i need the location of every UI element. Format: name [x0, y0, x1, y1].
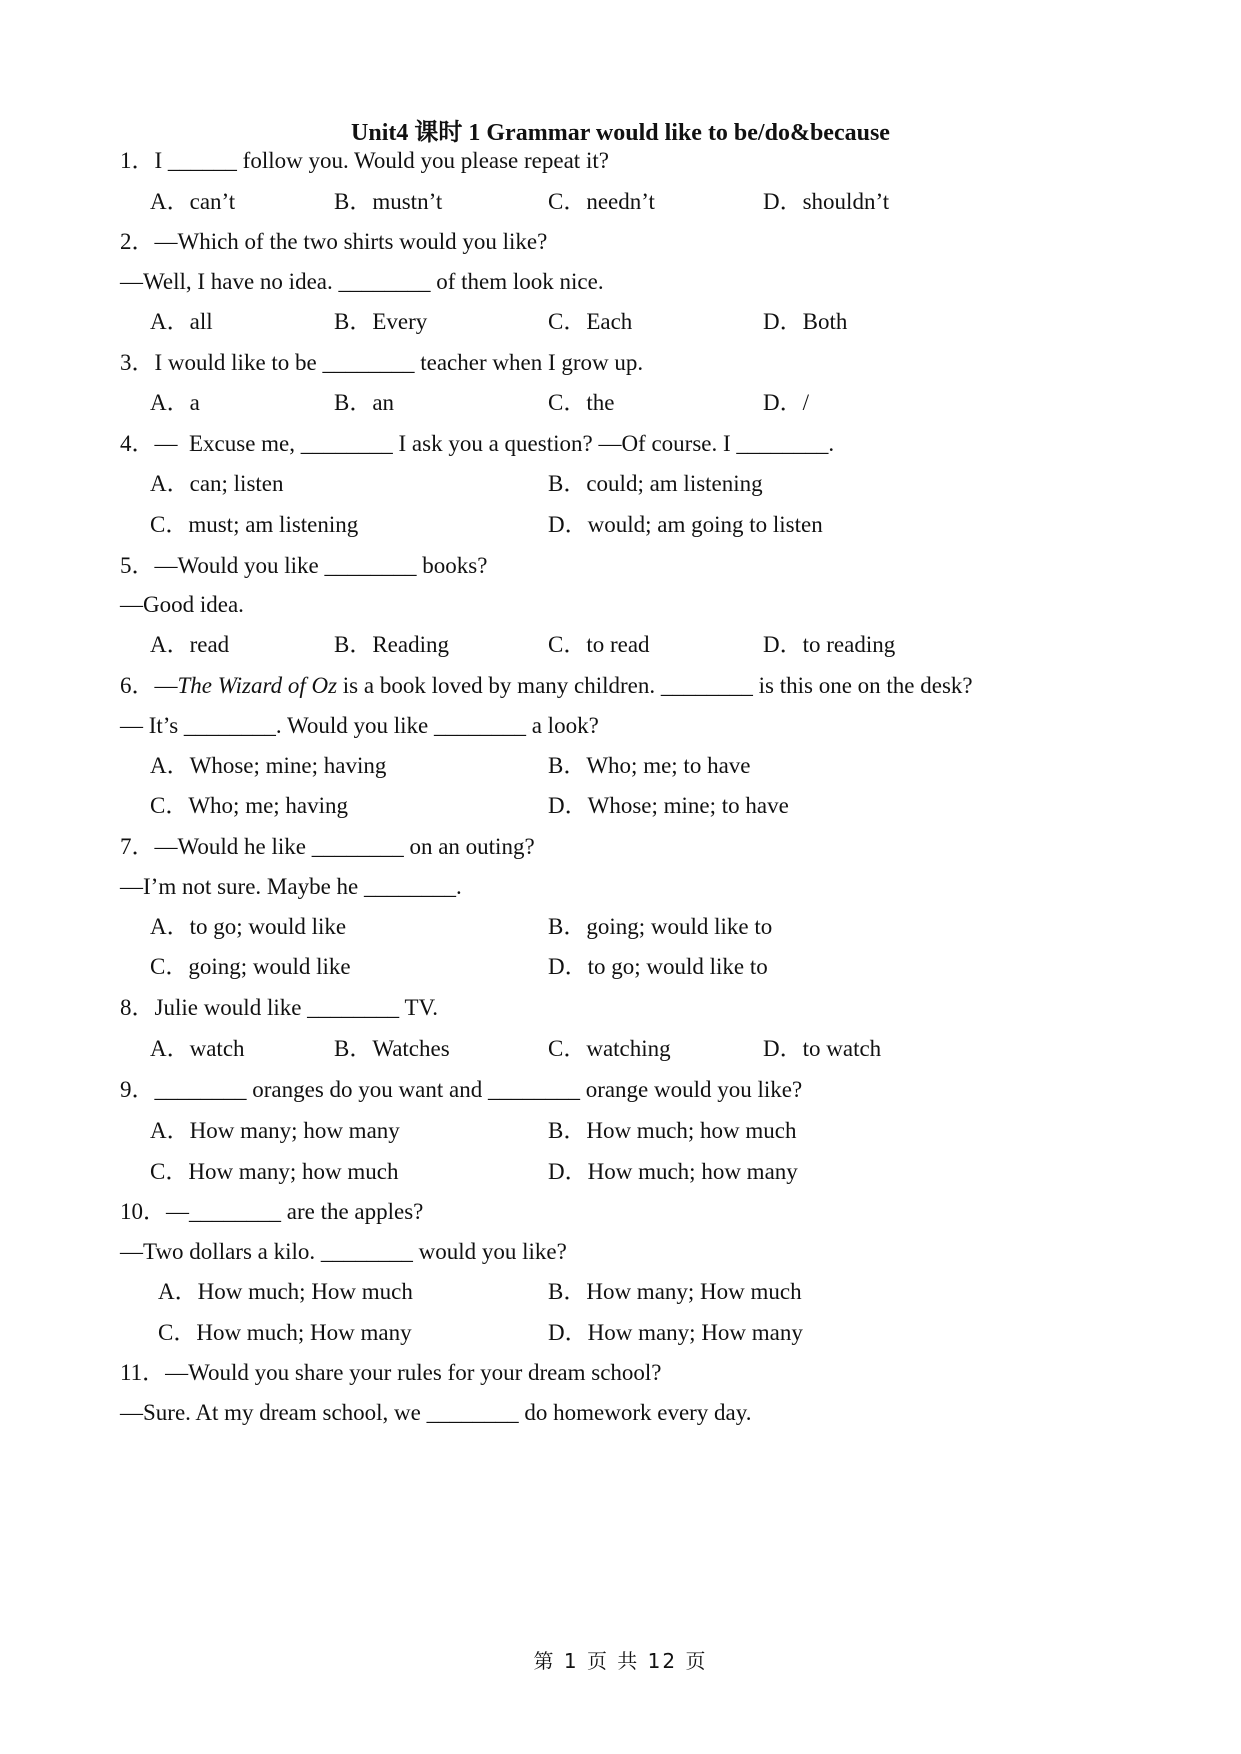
question-6-option-b: B．Who; me; to have: [548, 753, 751, 778]
question-3-option-b: B．an: [334, 390, 395, 415]
question-7-option-d: D．to go; would like to: [548, 954, 768, 979]
question-9-stem: 9．________ oranges do you want and ________ orange would you like?: [120, 1077, 803, 1102]
question-9-option-d: D．How much; how many: [548, 1159, 798, 1184]
question-10-option-b: B．How many; How much: [548, 1279, 802, 1304]
question-6-option-c: C．Who; me; having: [150, 793, 349, 818]
question-1-option-b: B．mustn’t: [334, 189, 443, 214]
question-5-option-b: B．Reading: [334, 632, 449, 657]
question-4-option-a: A．can; listen: [150, 471, 284, 496]
question-1-option-c: C．needn’t: [548, 189, 655, 214]
question-7-option-c: C．going; would like: [150, 954, 351, 979]
question-10-option-c: C．How much; How many: [158, 1320, 412, 1345]
question-8-option-d: D．to watch: [763, 1036, 882, 1061]
question-9-option-b: B．How much; how much: [548, 1118, 797, 1143]
question-2-option-b: B．Every: [334, 309, 428, 334]
question-6-stem-prefix: 6．—: [120, 673, 178, 698]
question-1-option-a: A．can’t: [150, 189, 236, 214]
question-11-stem: 11．—Would you share your rules for your dream school?: [120, 1360, 662, 1385]
question-3-option-d: D．/: [763, 390, 809, 415]
question-6-stem-suffix: is a book loved by many children. ________ is this one on the desk?: [337, 673, 973, 698]
question-8-option-a: A．watch: [150, 1036, 245, 1061]
question-7-stem-reply: —I’m not sure. Maybe he ________.: [120, 874, 462, 899]
question-3-option-a: A．a: [150, 390, 200, 415]
question-4-option-b: B．could; am listening: [548, 471, 763, 496]
question-8-option-c: C．watching: [548, 1036, 671, 1061]
question-3-stem: 3．I would like to be ________ teacher when I grow up.: [120, 350, 644, 375]
question-10-option-a: A．How much; How much: [158, 1279, 413, 1304]
page-title: Unit4 课时 1 Grammar would like to be/do&because: [351, 120, 890, 146]
question-6-option-a: A．Whose; mine; having: [150, 753, 387, 778]
question-2-stem-reply: —Well, I have no idea. ________ of them look nice.: [120, 269, 604, 294]
question-6-stem-reply: — It’s ________. Would you like ________ a look?: [120, 713, 599, 738]
page-footer: 第 1 页 共 12 页: [533, 1649, 708, 1673]
question-2-stem: 2．—Which of the two shirts would you like?: [120, 229, 548, 254]
question-7-option-a: A．to go; would like: [150, 914, 347, 939]
question-4-stem: 4．— Excuse me, ________ I ask you a question? —Of course. I ________.: [120, 431, 835, 456]
question-6-stem: [120, 671, 973, 701]
question-5-stem-reply: —Good idea.: [120, 592, 244, 617]
question-10-option-d: D．How many; How many: [548, 1320, 803, 1345]
question-5-option-c: C．to read: [548, 632, 650, 657]
question-2-option-c: C．Each: [548, 309, 633, 334]
question-7-stem: 7．—Would he like ________ on an outing?: [120, 834, 535, 859]
question-2-option-a: A．all: [150, 309, 213, 334]
question-6-option-d: D．Whose; mine; to have: [548, 793, 789, 818]
question-3-option-c: C．the: [548, 390, 615, 415]
question-2-option-d: D．Both: [763, 309, 848, 334]
question-7-option-b: B．going; would like to: [548, 914, 773, 939]
book-title: The Wizard of Oz: [177, 673, 338, 698]
question-5-stem: 5．—Would you like ________ books?: [120, 553, 488, 578]
question-5-option-d: D．to reading: [763, 632, 896, 657]
question-5-option-a: A．read: [150, 632, 230, 657]
question-8-option-b: B．Watches: [334, 1036, 450, 1061]
question-9-option-c: C．How many; how much: [150, 1159, 399, 1184]
question-4-option-d: D．would; am going to listen: [548, 512, 823, 537]
question-1-stem: 1．I ______ follow you. Would you please repeat it?: [120, 148, 609, 173]
question-4-option-c: C．must; am listening: [150, 512, 359, 537]
question-8-stem: 8．Julie would like ________ TV.: [120, 995, 438, 1020]
question-11-stem-reply: —Sure. At my dream school, we ________ do homework every day.: [120, 1400, 752, 1425]
question-10-stem: 10．—________ are the apples?: [120, 1199, 424, 1224]
question-10-stem-reply: —Two dollars a kilo. ________ would you like?: [120, 1239, 567, 1264]
question-1-option-d: D．shouldn’t: [763, 189, 890, 214]
question-9-option-a: A．How many; how many: [150, 1118, 400, 1143]
